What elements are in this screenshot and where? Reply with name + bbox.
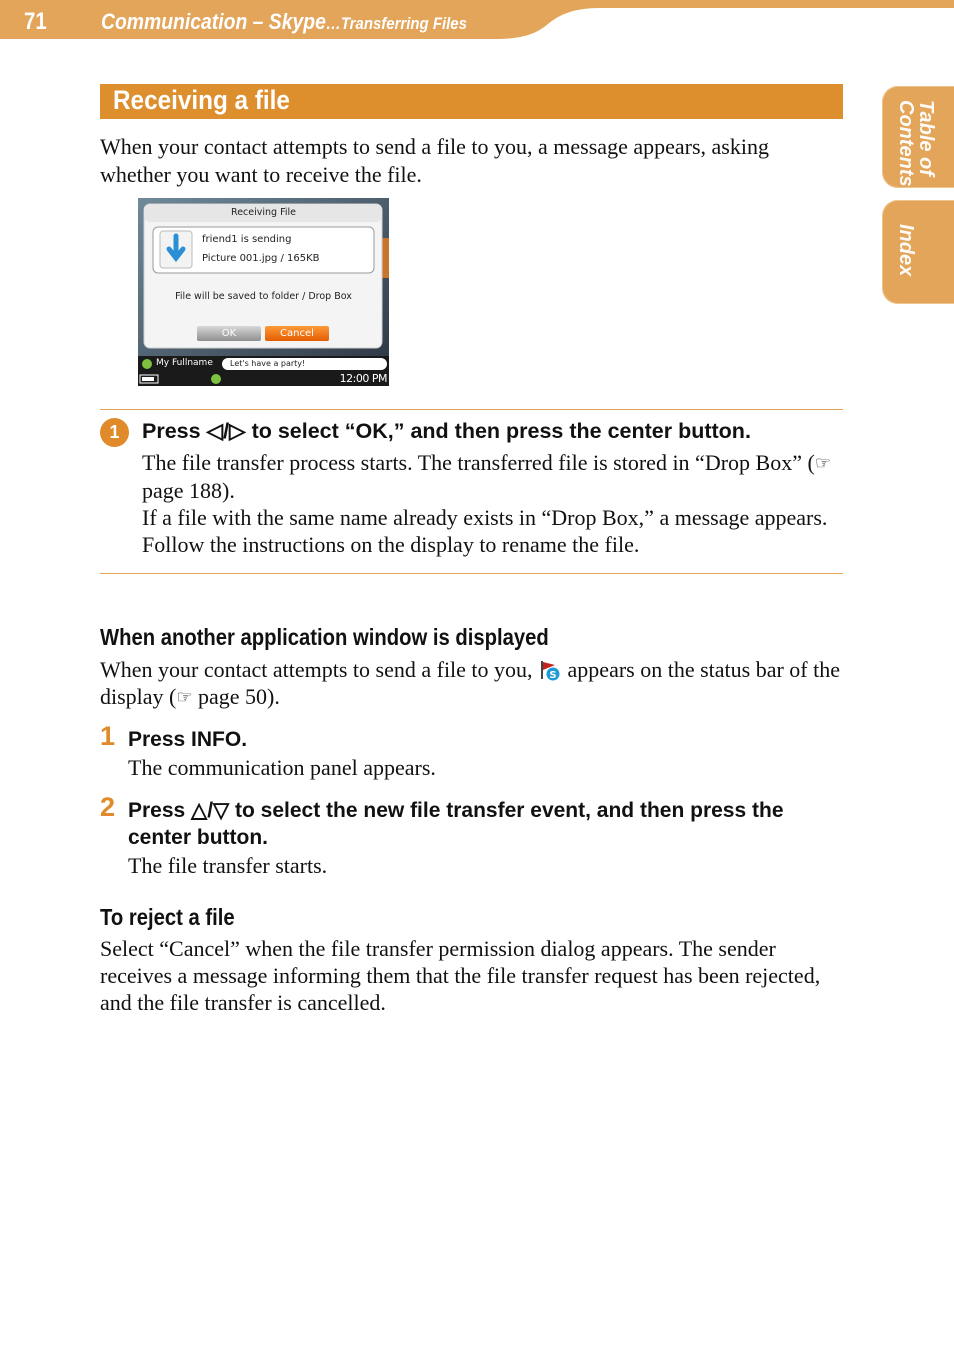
page-number: 71 <box>24 8 47 35</box>
cancel-button[interactable]: Cancel <box>280 328 314 339</box>
other-app-text-c: page 50). <box>192 684 280 709</box>
header-title-main: Communication – Skype <box>101 9 326 34</box>
step-1-title: Press INFO. <box>128 728 248 751</box>
index-tab[interactable] <box>882 200 954 304</box>
table-of-contents-tab[interactable] <box>882 86 954 188</box>
step-circle-body2: If a file with the same name already exists in “Drop Box,” a message appears. Follow the instructions on the display to rename the file. <box>142 505 828 557</box>
section-title: Receiving a file <box>113 85 290 115</box>
step-number-2: 2 <box>100 792 116 822</box>
step-number-1: 1 <box>100 721 116 751</box>
rule-bottom <box>100 573 843 574</box>
intro-paragraph: When your contact attempts to send a file to you, a message appears, asking whether you want to receive the file. <box>100 134 769 187</box>
dialog-line-file: Picture 001.jpg / 165KB <box>202 253 320 264</box>
step-body1-part-b: page 188). <box>142 478 235 503</box>
step-body1-part-a: The file transfer process starts. The transferred file is stored in “Drop Box” ( <box>142 450 815 475</box>
mood-message: Let's have a party! <box>230 359 306 368</box>
section-title-bar <box>100 84 843 119</box>
step-circle-number: 1 <box>100 418 129 447</box>
other-app-text-a: When your contact attempts to send a file to you, <box>100 657 539 682</box>
user-name: My Fullname <box>156 358 213 368</box>
dialog-title: Receiving File <box>231 207 296 218</box>
other-app-heading: When another application window is displayed <box>100 624 549 650</box>
step-2-title: Press △/▽ to select the new file transfer event, and then press the center button. <box>128 799 784 849</box>
svg-text:S: S <box>549 670 557 681</box>
index-tab-label: Index <box>895 224 917 277</box>
reject-paragraph: Select “Cancel” when the file transfer permission dialog appears. The sender receives a message informing them that the file transfer request has been rejected, and the file transfer is cancelled. <box>100 936 821 1015</box>
status-time: 12:00 PM <box>339 372 387 385</box>
skype-file-transfer-icon <box>538 659 562 681</box>
dialog-line-sender: friend1 is sending <box>202 234 292 245</box>
other-app-paragraph <box>100 656 840 711</box>
step-1-body: The communication panel appears. <box>128 755 436 780</box>
hand-pointer-icon: ☞ <box>176 687 193 707</box>
device-screenshot <box>138 198 389 386</box>
header-title <box>101 9 467 35</box>
step-circle-title: Press ◁/▷ to select “OK,” and then press the center button. <box>142 419 751 443</box>
toc-tab-label: Table of Contents <box>895 100 937 187</box>
ok-button[interactable]: OK <box>221 328 237 339</box>
header-title-sub: …Transferring Files <box>325 14 467 33</box>
reject-heading: To reject a file <box>100 904 235 930</box>
step-2-body: The file transfer starts. <box>128 853 328 878</box>
rule-top <box>100 409 843 410</box>
dialog-save-text: File will be saved to folder / Drop Box <box>175 291 352 302</box>
other-app-text-b: appears on the status bar of the display ( <box>100 657 841 709</box>
hand-pointer-icon: ☞ <box>814 453 831 473</box>
step-circle-body1 <box>142 449 832 504</box>
